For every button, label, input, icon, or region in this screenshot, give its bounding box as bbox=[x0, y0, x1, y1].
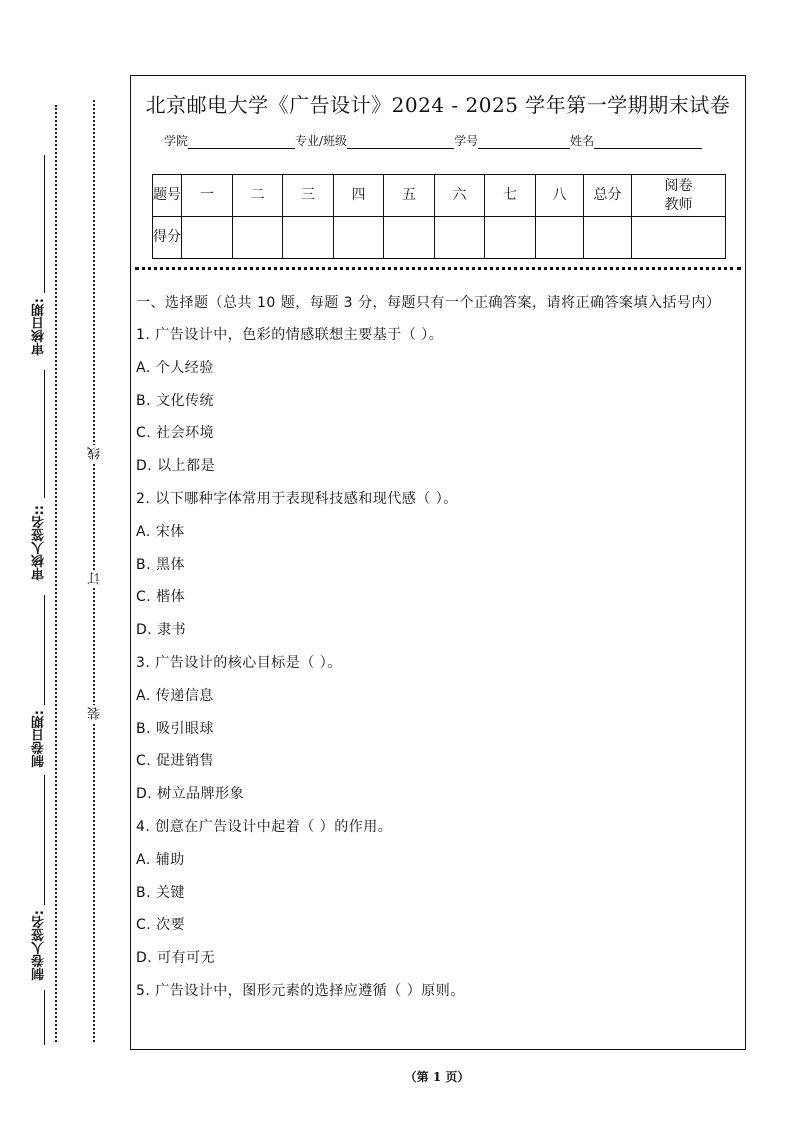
page-number: （第 1 页） bbox=[404, 1070, 470, 1084]
answer-option: C. 促进销售 bbox=[136, 753, 215, 770]
answer-option: B. 文化传统 bbox=[136, 392, 215, 409]
table-row bbox=[153, 175, 726, 217]
score-cell[interactable] bbox=[632, 217, 726, 259]
question-section bbox=[136, 292, 739, 1013]
answer-option: A. 传递信息 bbox=[136, 687, 214, 704]
answer-option: C. 楷体 bbox=[136, 589, 186, 606]
column-header: 总分 bbox=[584, 175, 632, 217]
student-id-label: 学号 bbox=[454, 134, 479, 148]
question-stem: 5. 广告设计中，图形元素的选择应遵循（ ）原则。 bbox=[136, 982, 465, 999]
preparer-signature-label: 制卷人签名: bbox=[32, 910, 47, 981]
score-cell[interactable] bbox=[584, 217, 632, 259]
answer-option: B. 黑体 bbox=[136, 556, 186, 573]
college-label: 学院 bbox=[164, 134, 189, 148]
table-row bbox=[153, 217, 726, 259]
score-cell[interactable] bbox=[384, 217, 435, 259]
score-cell[interactable] bbox=[334, 217, 384, 259]
dotted-separator bbox=[135, 267, 741, 270]
exam-frame bbox=[130, 75, 746, 1050]
name-field[interactable] bbox=[594, 134, 702, 149]
prepare-date-line bbox=[44, 595, 45, 705]
dotted-line-outer bbox=[55, 105, 57, 1042]
cell-text: 题号 bbox=[153, 187, 181, 203]
column-header: 四 bbox=[334, 175, 384, 217]
binding-mark-xian: 线 bbox=[88, 447, 103, 460]
answer-option: A. 辅助 bbox=[136, 851, 185, 868]
row-header bbox=[153, 175, 182, 217]
reviewer-signature-label: 审核人签名:: bbox=[32, 505, 47, 581]
answer-option: C. 次要 bbox=[136, 917, 186, 934]
answer-option: A. 个人经验 bbox=[136, 359, 214, 376]
exam-title: 北京邮电大学《广告设计》2024 - 2025 学年第一学期期末试卷 bbox=[145, 93, 731, 117]
column-header: 三 bbox=[283, 175, 334, 217]
score-cell[interactable] bbox=[435, 217, 485, 259]
college-field[interactable] bbox=[188, 134, 295, 149]
score-table bbox=[152, 174, 726, 259]
column-header: 六 bbox=[435, 175, 485, 217]
cell-text: 得分 bbox=[153, 229, 181, 245]
answer-option: D. 可有可无 bbox=[136, 950, 216, 967]
column-header: 八 bbox=[536, 175, 584, 217]
question-stem: 1. 广告设计中，色彩的情感联想主要基于（ ）。 bbox=[136, 327, 444, 343]
answer-option: B. 吸引眼球 bbox=[136, 720, 215, 737]
score-cell[interactable] bbox=[182, 217, 233, 259]
answer-option: D. 树立品牌形象 bbox=[136, 786, 245, 803]
student-info bbox=[164, 132, 702, 149]
major-class-field[interactable] bbox=[347, 134, 454, 149]
binding-mark-zhuang: 装 bbox=[88, 707, 103, 720]
margin-line bbox=[44, 990, 45, 1045]
answer-option: A. 宋体 bbox=[136, 523, 185, 540]
score-cell[interactable] bbox=[283, 217, 334, 259]
column-header: 阅卷教师 bbox=[632, 175, 726, 217]
answer-option: B. 关键 bbox=[136, 884, 186, 901]
preparer-signature-line bbox=[44, 775, 45, 905]
question-list bbox=[136, 324, 739, 1013]
major-class-label: 专业/班级 bbox=[295, 134, 348, 148]
prepare-date-label: 制卷日期: bbox=[32, 710, 47, 768]
answer-option: C. 社会环境 bbox=[136, 425, 215, 442]
section-heading: 一、选择题（总共 10 题，每题 3 分，每题只有一个正确答案，请将正确答案填入括号内） bbox=[136, 295, 721, 311]
column-header: 七 bbox=[485, 175, 536, 217]
column-header: 五 bbox=[384, 175, 435, 217]
question-stem: 4. 创意在广告设计中起着（ ）的作用。 bbox=[136, 818, 393, 835]
column-header: 二 bbox=[233, 175, 283, 217]
review-date-label: 审核日期: bbox=[32, 298, 47, 356]
student-id-field[interactable] bbox=[478, 134, 570, 149]
reviewer-signature-line bbox=[44, 370, 45, 498]
binding-mark-ding: 订 bbox=[88, 572, 103, 585]
review-date-line bbox=[44, 155, 45, 293]
row-header bbox=[153, 217, 182, 259]
column-header: 一 bbox=[182, 175, 233, 217]
question-stem: 2. 以下哪种字体常用于表现科技感和现代感（ ）。 bbox=[136, 490, 458, 507]
question-stem: 3. 广告设计的核心目标是（ ）。 bbox=[136, 654, 342, 671]
name-label: 姓名 bbox=[570, 134, 595, 148]
answer-option: D. 隶书 bbox=[136, 622, 187, 639]
score-cell[interactable] bbox=[485, 217, 536, 259]
answer-option: D. 以上都是 bbox=[136, 458, 216, 475]
score-cell[interactable] bbox=[233, 217, 283, 259]
score-cell[interactable] bbox=[536, 217, 584, 259]
